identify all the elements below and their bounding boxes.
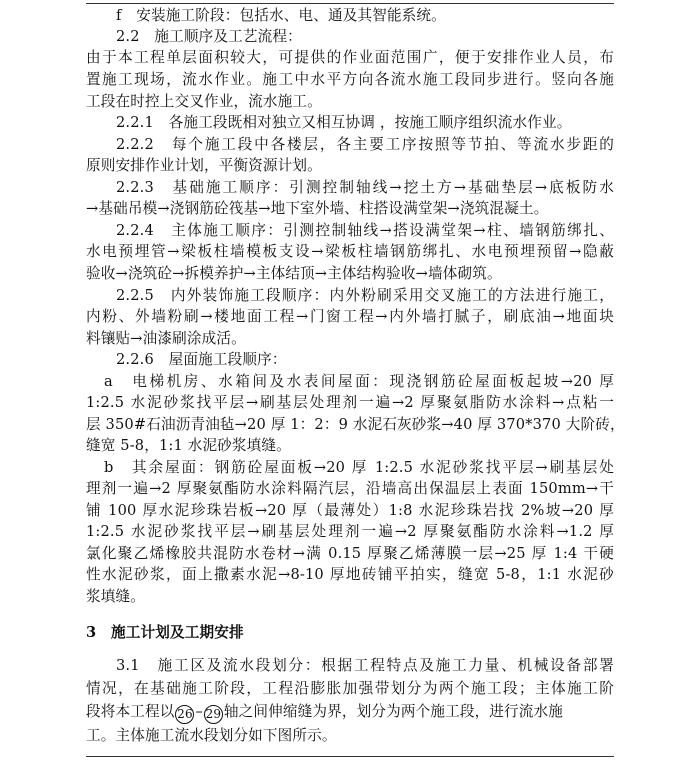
paragraph-line: 2.2.6 屋面施工段顺序： (116, 351, 287, 368)
paragraph-line: a 电梯机房、水箱间及水表间屋面：现浇钢筋砼屋面板起坡→20 厚 (104, 373, 614, 390)
paragraph-line: 浆填缝。 (86, 588, 145, 605)
paragraph-line: 2.2.1 各施工段既相对独立又相互协调 ，按施工顺序组织流水作业。 (116, 114, 572, 131)
header-rule (86, 3, 614, 4)
axis-dash: – (195, 703, 203, 720)
paragraph-line: 2.2.5 内外装饰施工段顺序：内外粉刷采用交叉施工的方法进行施工， (116, 287, 614, 304)
paragraph-line: 1:2.5 水泥砂浆找平层→刷基层处理剂一遍→2 厚聚氨酯防水涂料→1.2 厚 (86, 523, 614, 540)
paragraph-line: 内粉、外墙粉刷→楼地面工程→门窗工程→内外墙打腻子，刷底油→地面块 (86, 308, 614, 325)
document-page (86, 0, 625, 762)
paragraph-line: 原则安排作业计划，平衡资源计划。 (86, 157, 322, 174)
paragraph-line: 2.2.3 基础施工顺序：引测控制轴线→挖土方→基础垫层→底板防水 (116, 179, 614, 196)
axis-text-before: 段将本工程以 (86, 703, 175, 720)
paragraph-line: 工。主体施工流水段划分如下图所示。 (86, 727, 337, 744)
paragraph-line: 验收→浇筑砼→拆模养护→主体结顶→主体结构验收→墙体砌筑。 (86, 265, 502, 282)
paragraph-line: 情况，在基础施工阶段，工程沿膨胀加强带划分为两个施工段；主体施工阶 (86, 680, 614, 697)
paragraph-line: 缝宽 5-8，1:1 水泥砂浆填缝。 (86, 437, 291, 454)
paragraph-line: 铺 100 厚水泥珍珠岩板→20 厚（最薄处）1:8 水泥珍珠岩找 2%坡→20 厚 (86, 502, 614, 519)
axis-number-26: 26 (175, 705, 194, 724)
axis-number-29: 29 (204, 705, 223, 724)
footer-rule (86, 756, 614, 757)
paragraph-line: 2.2.4 主体施工顺序：引测控制轴线→搭设满堂架→柱、墙钢筋绑扎、 (116, 222, 614, 239)
axis-paragraph-line (86, 702, 614, 724)
paragraph-line: 料镶贴→油漆刷涂成活。 (86, 330, 246, 347)
axis-text-after: 轴之间伸缩缝为界，划分为两个施工段，进行流水施 (223, 703, 564, 720)
chapter-heading: 3 施工计划及工期安排 (86, 624, 244, 641)
paragraph-line: 氯化聚乙烯橡胶共混防水卷材→满 0.15 厚聚乙烯薄膜一层→25 厚 1:4 干硬 (86, 545, 614, 562)
paragraph-line: 1:2.5 水泥砂浆找平层→刷基层处理剂一遍→2 厚聚氨脂防水涂料→点粘一 (86, 394, 614, 411)
paragraph-line: 由于本工程单层面积较大，可提供的作业面范围广，便于安排作业人员，布 (86, 49, 614, 66)
paragraph-line: 置施工现场，流水作业。施工中水平方向各流水施工段同步进行。竖向各施 (86, 71, 614, 88)
paragraph-line: 2.2.2 每个施工段中各楼层，各主要工序按照等节拍、等流水步距的 (116, 136, 614, 153)
paragraph-line: 3.1 施工区及流水段划分：根据工程特点及施工力量、机械设备部署 (116, 657, 614, 674)
paragraph-line: →基础吊模→浇钢筋砼筏基→地下室外墙、柱搭设满堂架→浇筑混凝土。 (86, 200, 549, 217)
paragraph-line: 水电预埋管→梁板柱墙模板支设→梁板柱墙钢筋绑扎、水电预埋预留→隐蔽 (86, 243, 614, 260)
paragraph-line: 层 350#石油沥青油毡→20 厚 1：2：9 水泥石灰砂浆→40 厚 370*370 大阶砖， (86, 416, 625, 433)
paragraph-line: 性水泥砂浆，面上撒素水泥→8-10 厚地砖铺平拍实，缝宽 5-8，1:1 水泥砂 (86, 566, 614, 583)
paragraph-line: 工段在时控上交叉作业，流水施工。 (86, 93, 322, 110)
paragraph-line: 理剂一遍→2 厚聚氨酯防水涂料隔汽层，沿墙高出保温层上表面 150mm→干 (86, 480, 614, 497)
paragraph-line: b 其余屋面：钢筋砼屋面板→20 厚 1:2.5 水泥砂浆找平层→刷基层处 (104, 459, 614, 476)
section-heading: 2.2 施工顺序及工艺流程： (116, 28, 302, 45)
paragraph-line: f 安装施工阶段：包括水、电、通及其智能系统。 (116, 7, 446, 24)
